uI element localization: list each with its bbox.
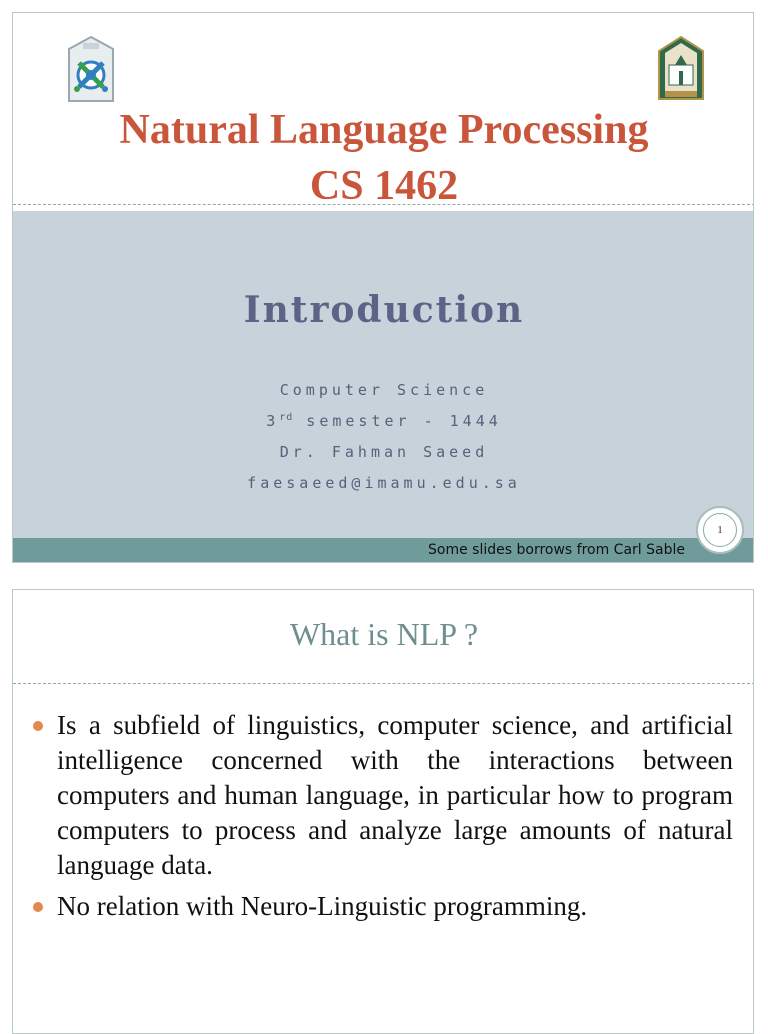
semester-number: 3 — [266, 412, 280, 430]
slide-2 — [12, 589, 754, 1034]
title-divider — [13, 204, 754, 205]
bullet-dot-icon — [33, 902, 43, 912]
semester-ordinal: rd — [279, 412, 294, 423]
bullet-text: Is a subfield of linguistics, computer science, and artificial intelligence concerned with the interactions between computers and human language, in particular how to program computers to process and analyze large amounts of natural language data. — [57, 710, 733, 880]
semester-line — [13, 412, 754, 430]
bullet-text: No relation with Neuro-Linguistic programming. — [57, 891, 588, 921]
slide-title-line-1: Natural Language Processing — [119, 107, 649, 153]
footer-note: Some slides borrows from Carl Sable — [428, 542, 685, 558]
page-number: 1 — [703, 513, 737, 547]
email-line: faesaeed@imamu.edu.sa — [247, 474, 521, 492]
bullet-list — [31, 708, 733, 930]
slide-2-divider — [13, 683, 754, 684]
page-number-badge — [696, 506, 744, 554]
semester-text: semester - 1444 — [293, 412, 502, 430]
slide-1 — [12, 12, 754, 563]
ccis-logo-icon — [65, 35, 117, 103]
university-seal-icon — [657, 35, 705, 101]
bullet-dot-icon — [33, 721, 43, 731]
list-item — [31, 889, 733, 924]
instructor-line: Dr. Fahman Saeed — [279, 443, 489, 461]
slide-subtitle: Introduction — [243, 289, 525, 331]
department-line: Computer Science — [279, 381, 489, 399]
slide-title-line-2: CS 1462 — [309, 163, 459, 209]
list-item — [31, 708, 733, 883]
slide-2-title: What is NLP ? — [289, 616, 479, 652]
